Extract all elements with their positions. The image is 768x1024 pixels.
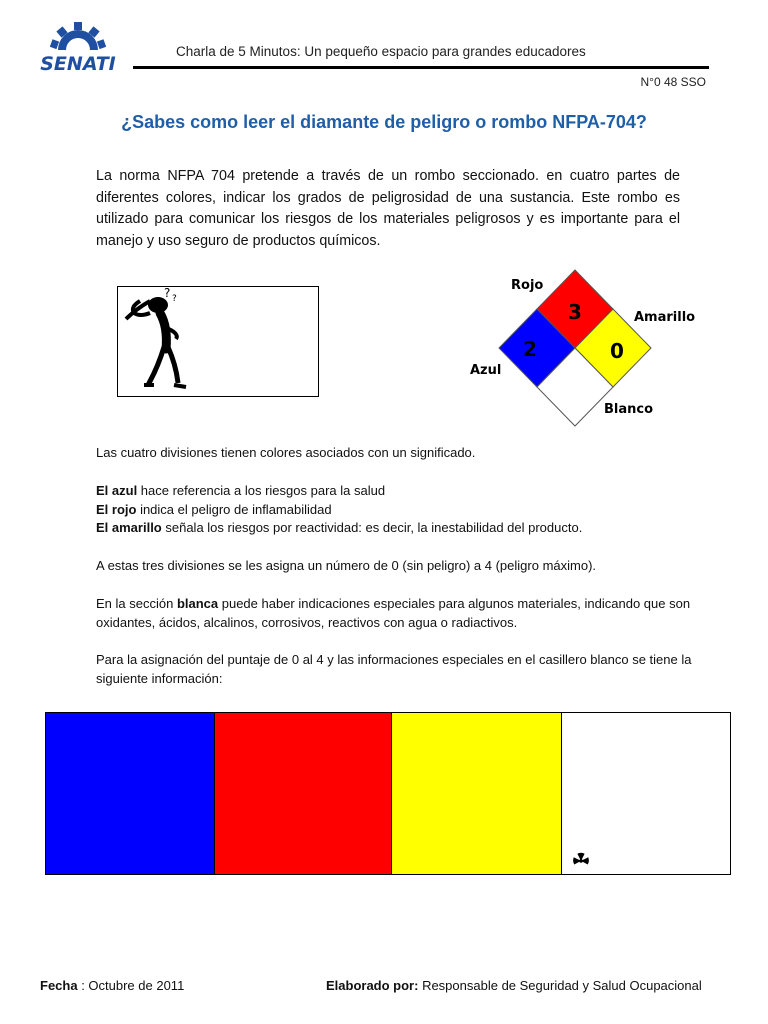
footer-date: [40, 978, 184, 993]
intro-paragraph: La norma NFPA 704 pretende a través de un rombo seccionado. en cuatro partes de diferentes colores, indicar los grados de peligrosidad de una sustancia. Este rombo es utilizado para comunicar los riesgos de los materiales peligrosos y es importante para el manejo y uso seguro de productos químicos.: [96, 168, 680, 249]
meaning-yellow: [96, 519, 696, 538]
footer-date-sep: :: [77, 978, 89, 993]
color-table: [45, 712, 731, 875]
footer-date-value: Octubre de 2011: [88, 978, 185, 993]
senati-logo: [28, 14, 128, 74]
table-cell-blue: [46, 713, 215, 874]
diamond-yellow-value: 0: [610, 339, 624, 363]
white-section-paragraph: [96, 595, 696, 632]
table-cell-yellow: [392, 713, 562, 874]
assignment-paragraph: Para la asignación del puntaje de 0 al 4 y las informaciones especiales en el casillero blanco se tiene la siguiente información:: [96, 652, 692, 686]
scale-paragraph: A estas tres divisiones se les asigna un número de 0 (sin peligro) a 4 (peligro máximo).: [96, 558, 597, 573]
footer-author-label: Elaborado por:: [326, 978, 419, 993]
color-meanings-list: [96, 482, 696, 538]
meaning-blue: [96, 482, 696, 501]
document-code: N°0 48 SSO: [640, 75, 706, 89]
table-cell-red: [215, 713, 392, 874]
nfpa-diamond: [460, 262, 710, 432]
divisions-paragraph: Las cuatro divisiones tienen colores asociados con un significado.: [96, 445, 476, 460]
thinking-figure-box: [117, 286, 319, 397]
diamond-label-red: Rojo: [511, 278, 544, 293]
logo-text: SENATI: [40, 53, 116, 74]
meaning-blue-text: hace referencia a los riesgos para la salud: [137, 483, 386, 498]
thinking-person-illustration: [118, 287, 318, 396]
diamond-label-blue: Azul: [470, 363, 502, 378]
footer-author: [326, 978, 702, 993]
diamond-label-yellow: Amarillo: [634, 310, 696, 325]
meaning-red-term: El rojo: [96, 501, 137, 517]
header-title: Charla de 5 Minutos: Un pequeño espacio para grandes educadores: [176, 44, 586, 59]
meaning-yellow-text: señala los riesgos por reactividad: es decir, la inestabilidad del producto.: [161, 520, 583, 535]
footer-author-value: Responsable de Seguridad y Salud Ocupacional: [418, 978, 702, 993]
page-title: ¿Sabes como leer el diamante de peligro o rombo NFPA-704?: [121, 112, 647, 132]
svg-text:?: ?: [172, 294, 177, 304]
meaning-blue-term: El azul: [96, 483, 138, 498]
header-divider: [133, 66, 709, 69]
table-cell-white: [562, 713, 730, 874]
radiation-icon: [572, 851, 590, 869]
diamond-blue-value: 2: [523, 337, 537, 361]
diamond-red-value: 3: [568, 300, 582, 324]
diamond-label-white: Blanco: [604, 402, 654, 417]
meaning-yellow-term: El amarillo: [96, 520, 162, 535]
meaning-red-text: indica el peligro de inflamabilidad: [136, 501, 332, 517]
white-before: En la sección: [96, 596, 177, 611]
white-term: blanca: [176, 596, 219, 611]
svg-text:?: ?: [164, 287, 171, 300]
meaning-red: [96, 501, 696, 520]
footer-date-label: Fecha: [40, 978, 78, 993]
white-after: puede haber indicaciones especiales para algunos materiales, indicando que son oxidantes, ácidos, alcalinos, corrosivos, reactivos con agua o radiactivos.: [96, 596, 691, 630]
